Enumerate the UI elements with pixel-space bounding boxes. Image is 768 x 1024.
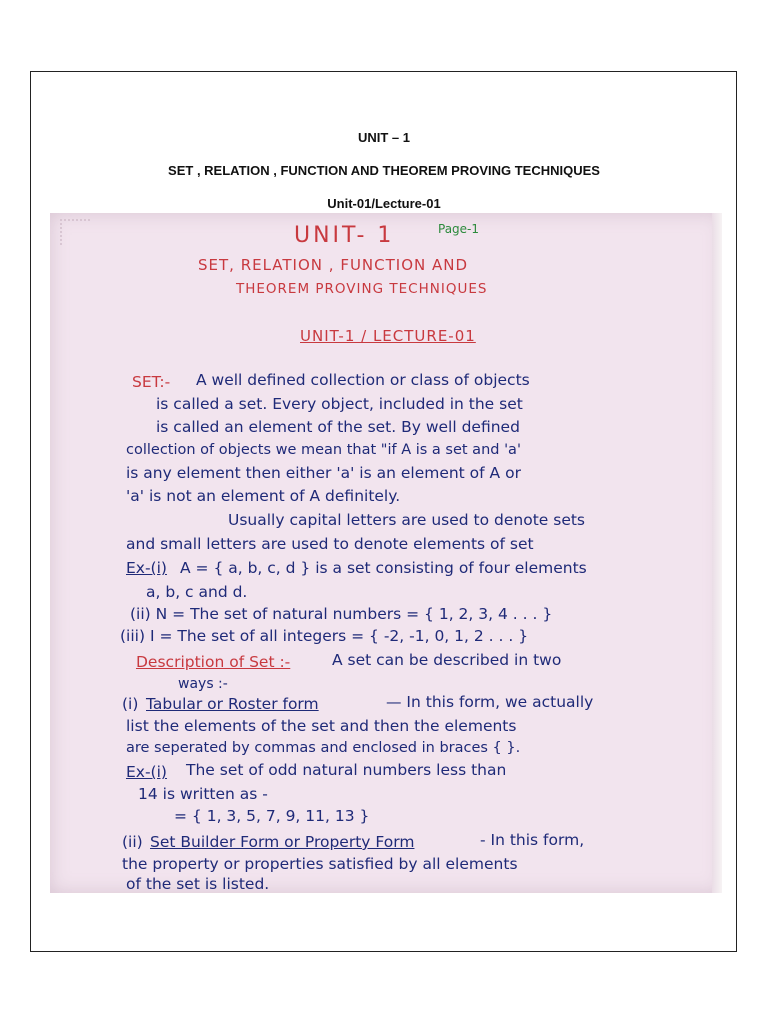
builder-label: Set Builder Form or Property Form	[150, 833, 415, 851]
example-2-line: The set of odd natural numbers less than	[186, 761, 507, 779]
notes-subtitle-1: SET, RELATION , FUNCTION AND	[198, 256, 469, 274]
notes-line: A = { a, b, c, d } is a set consisting of four elements	[180, 559, 587, 577]
description-label: Description of Set :-	[136, 653, 291, 671]
notes-line: 'a' is not an element of A definitely.	[126, 487, 401, 505]
notes-subtitle-2: THEOREM PROVING TECHNIQUES	[236, 281, 488, 297]
unit-heading: UNIT – 1	[357, 130, 410, 145]
notes-line: (iii) I = The set of all integers = { -2, -1, 0, 1, 2 . . . }	[120, 627, 529, 645]
page-number: Page-1	[438, 222, 480, 236]
notes-line: is called an element of the set. By well defined	[156, 418, 520, 436]
tabular-line: are seperated by commas and enclosed in braces { }.	[126, 740, 521, 756]
builder-line: of the set is listed.	[126, 875, 270, 893]
builder-line: the property or properties satisfied by all elements	[122, 855, 518, 873]
notes-line: a, b, c and d.	[146, 583, 248, 601]
notes-line: is any element then either 'a' is an element of A or	[126, 464, 521, 482]
example-2-line: 14 is written as -	[138, 785, 268, 803]
notes-line: (ii) N = The set of natural numbers = { 1, 2, 3, 4 . . . }	[130, 605, 553, 623]
notes-line: and small letters are used to denote elements of set	[126, 535, 534, 553]
notes-line: Usually capital letters are used to denote sets	[228, 511, 586, 529]
subject-heading: SET , RELATION , FUNCTION AND THEOREM PROVING TECHNIQUES	[168, 163, 600, 178]
set-label: SET:-	[132, 373, 171, 391]
notes-lecture-heading: UNIT-1 / LECTURE-01	[300, 327, 476, 345]
lecture-heading: Unit-01/Lecture-01	[327, 196, 441, 211]
notes-title: UNIT- 1	[294, 223, 395, 248]
notes-line: is called a set. Every object, included in the set	[156, 395, 523, 413]
tabular-line: list the elements of the set and then the elements	[126, 717, 517, 735]
builder-num: (ii)	[122, 833, 143, 851]
notes-line: A well defined collection or class of objects	[196, 371, 530, 389]
corner-mark	[60, 219, 90, 245]
tabular-line: — In this form, we actually	[386, 693, 594, 711]
paper-edge	[712, 213, 722, 893]
example-2-line: = { 1, 3, 5, 7, 9, 11, 13 }	[174, 807, 370, 825]
builder-line: - In this form,	[480, 831, 585, 849]
notes-line: collection of objects we mean that "if A is a set and 'a'	[126, 442, 521, 458]
description-text: A set can be described in two	[332, 651, 562, 669]
ways-text: ways :-	[178, 676, 228, 692]
example-2-label: Ex-(i)	[126, 763, 167, 781]
tabular-label: Tabular or Roster form	[146, 695, 319, 713]
handwritten-notes-scan	[50, 213, 722, 893]
tabular-num: (i)	[122, 695, 139, 713]
example-label: Ex-(i)	[126, 559, 167, 577]
